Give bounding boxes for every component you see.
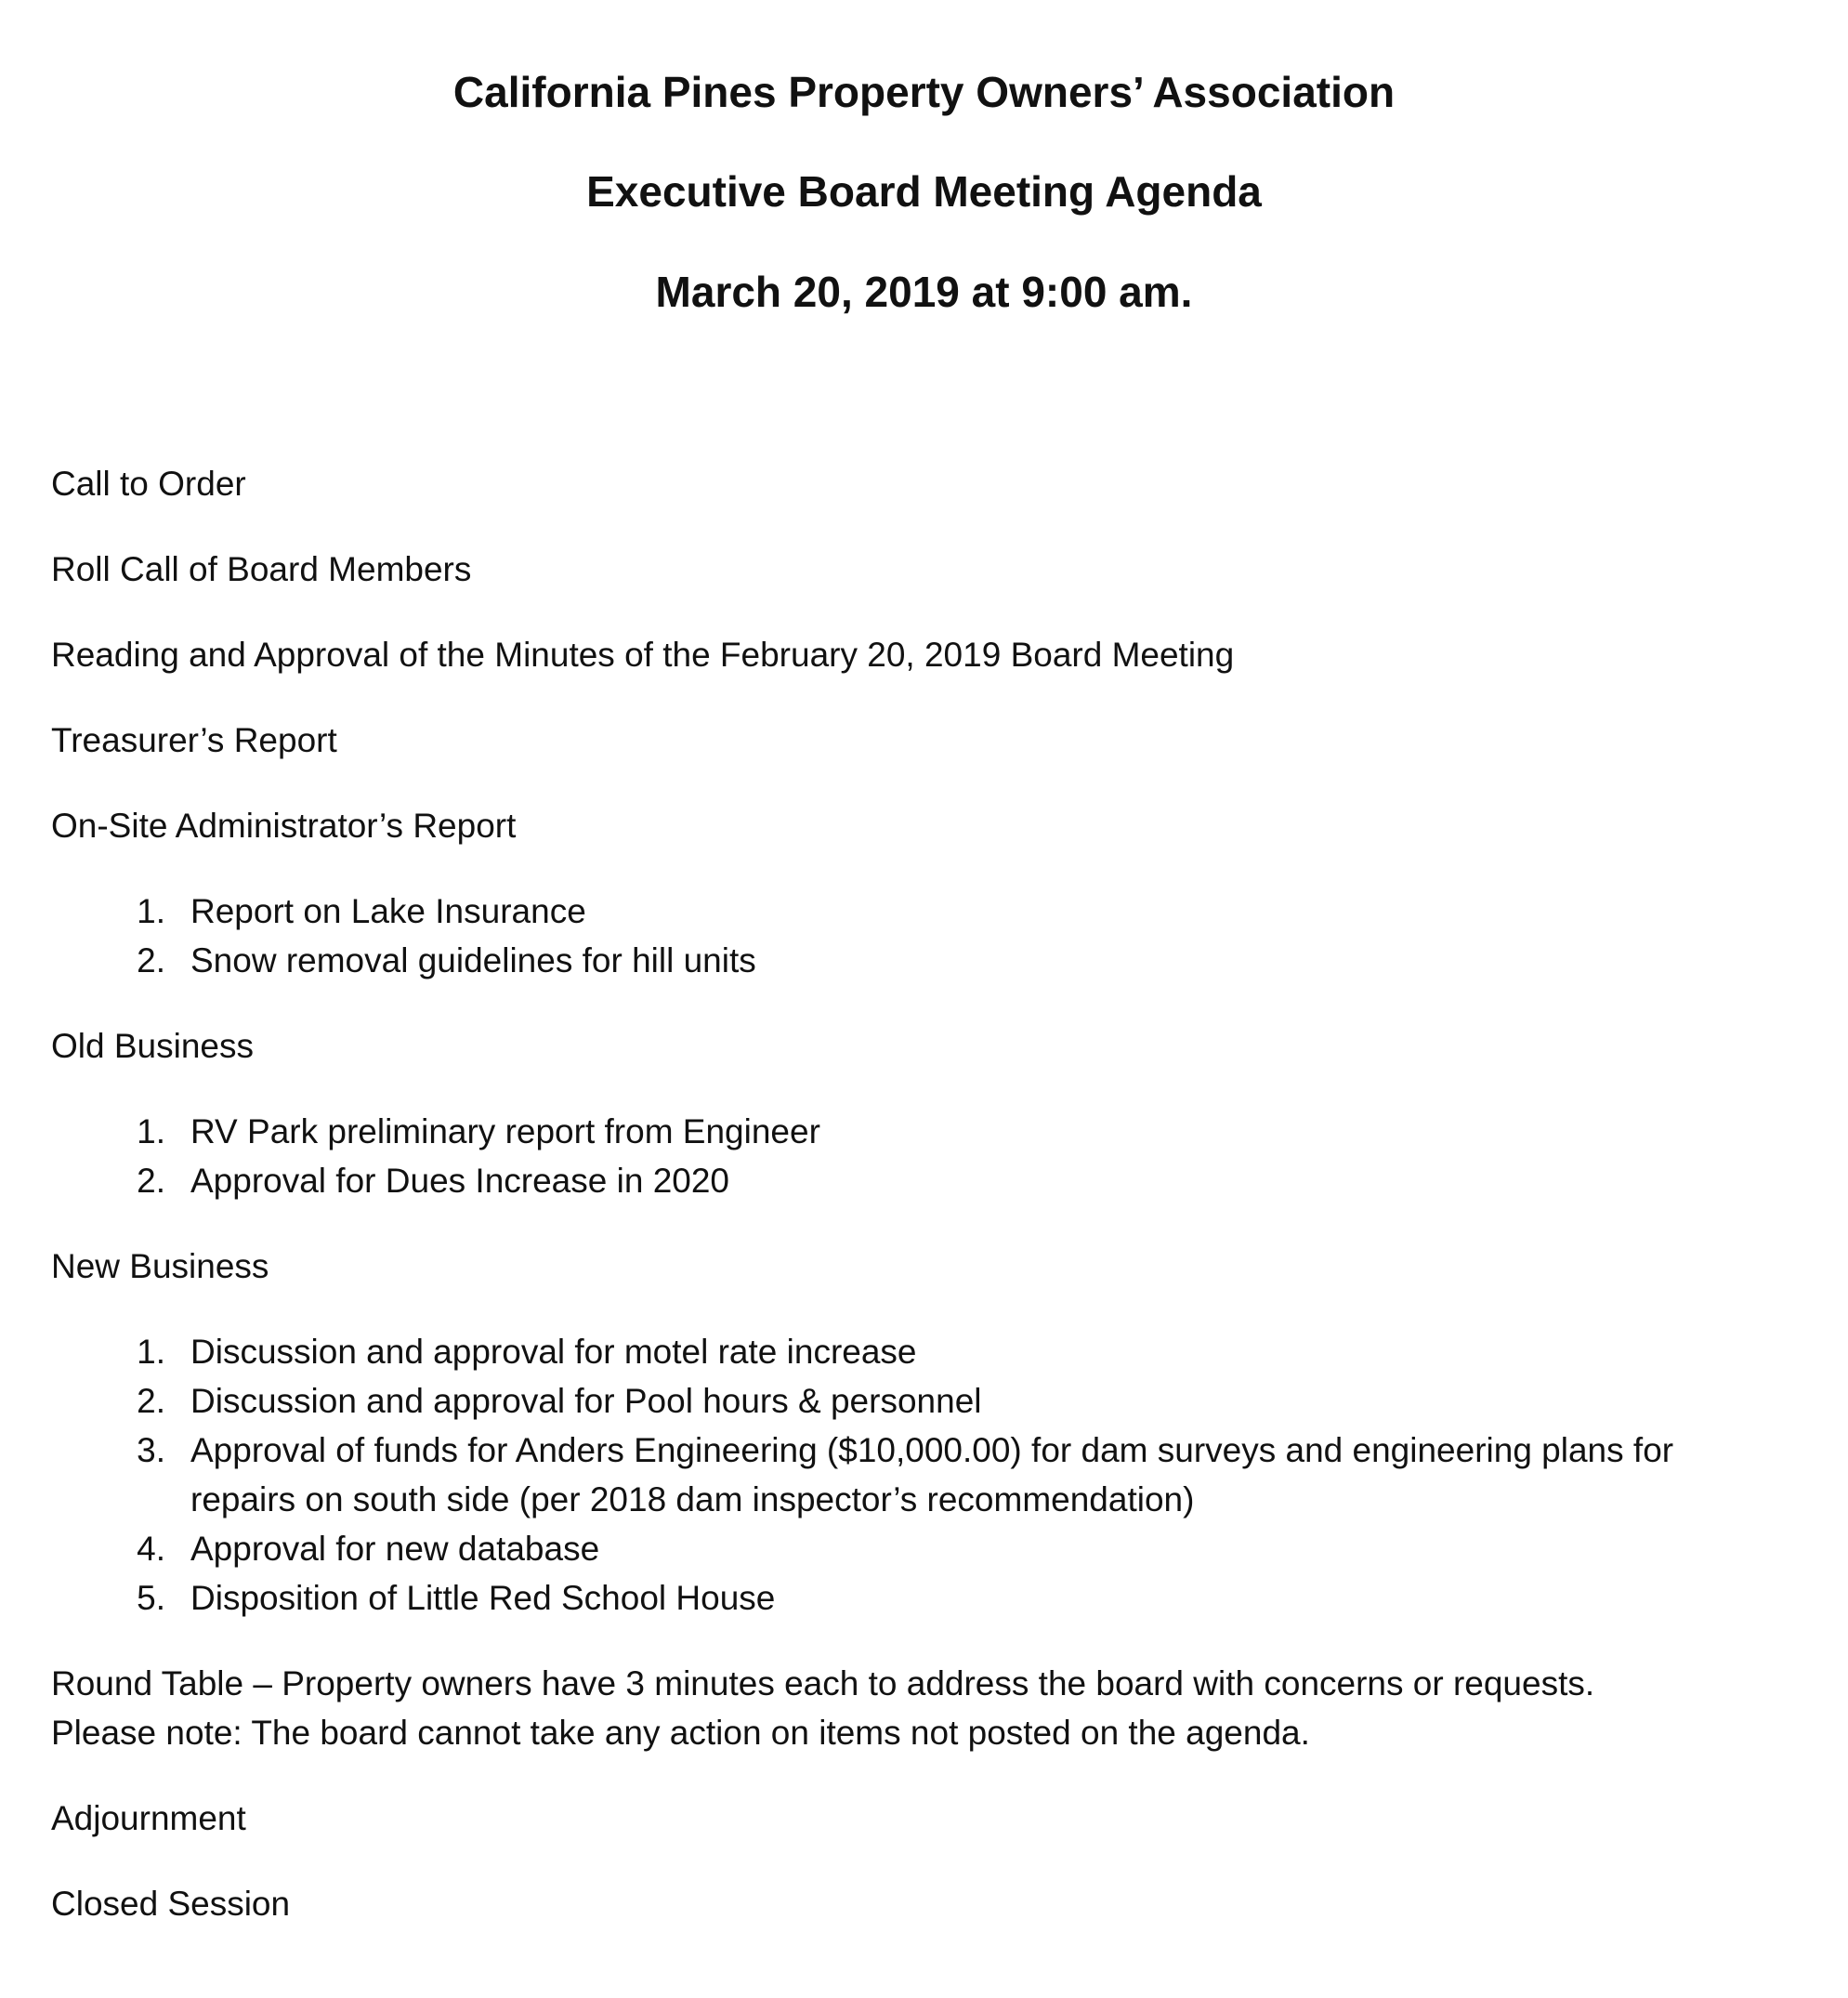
list-item: [51, 936, 1816, 985]
agenda-section-new-business: New Business: [51, 1247, 269, 1285]
agenda-content: [51, 459, 1816, 1965]
list-item: [51, 1107, 1816, 1156]
agenda-item-closed-session: Closed Session: [51, 1885, 291, 1923]
list-item: [51, 1426, 1816, 1524]
list-item: [51, 1524, 1816, 1573]
list-item: [51, 1156, 1816, 1205]
list-number: 2.: [137, 941, 165, 979]
new-business-list: [51, 1327, 1816, 1623]
document-title: Executive Board Meeting Agenda: [586, 167, 1262, 216]
list-number: 5.: [137, 1579, 165, 1617]
list-text: RV Park preliminary report from Engineer: [190, 1112, 820, 1150]
round-table-text: Round Table – Property owners have 3 minutes each to address the board with concerns or requests.: [51, 1664, 1595, 1702]
list-text: Report on Lake Insurance: [190, 892, 586, 930]
agenda-section-onsite-report: On-Site Administrator’s Report: [51, 807, 517, 845]
list-item: [51, 1573, 1816, 1623]
list-item: [51, 1376, 1816, 1426]
old-business-list: [51, 1107, 1816, 1205]
agenda-item-adjournment: Adjournment: [51, 1799, 246, 1837]
agenda-item-roll-call: Roll Call of Board Members: [51, 550, 472, 588]
agenda-item-call-to-order: Call to Order: [51, 465, 246, 503]
onsite-report-list: [51, 887, 1816, 985]
list-text: Approval for new database: [190, 1530, 600, 1568]
list-item: [51, 887, 1816, 936]
list-item: [51, 1327, 1816, 1376]
meeting-date: March 20, 2019 at 9:00 am.: [655, 268, 1193, 316]
list-text: Approval of funds for Anders Engineering ($10,000.00) for dam surveys and engineering plans for repairs on south side (per 2018 dam inspector’s recommendation): [190, 1431, 1674, 1518]
list-number: 4.: [137, 1530, 165, 1568]
list-text: Snow removal guidelines for hill units: [190, 941, 756, 979]
agenda-item-treasurer-report: Treasurer’s Report: [51, 721, 337, 759]
list-text: Approval for Dues Increase in 2020: [190, 1162, 730, 1200]
list-text: Discussion and approval for Pool hours & personnel: [190, 1382, 982, 1420]
organization-title: California Pines Property Owners’ Association: [452, 68, 1396, 116]
list-text: Disposition of Little Red School House: [190, 1579, 776, 1617]
list-text: Discussion and approval for motel rate increase: [190, 1333, 917, 1371]
list-number: 1.: [137, 1333, 165, 1371]
list-number: 3.: [137, 1431, 165, 1469]
agenda-section-old-business: Old Business: [51, 1027, 254, 1065]
agenda-item-minutes: Reading and Approval of the Minutes of the February 20, 2019 Board Meeting: [51, 636, 1235, 674]
list-number: 2.: [137, 1382, 165, 1420]
agenda-item-round-table: [51, 1659, 1816, 1757]
list-number: 1.: [137, 892, 165, 930]
list-number: 1.: [137, 1112, 165, 1150]
round-table-note: Please note: The board cannot take any action on items not posted on the agenda.: [51, 1714, 1310, 1752]
list-number: 2.: [137, 1162, 165, 1200]
